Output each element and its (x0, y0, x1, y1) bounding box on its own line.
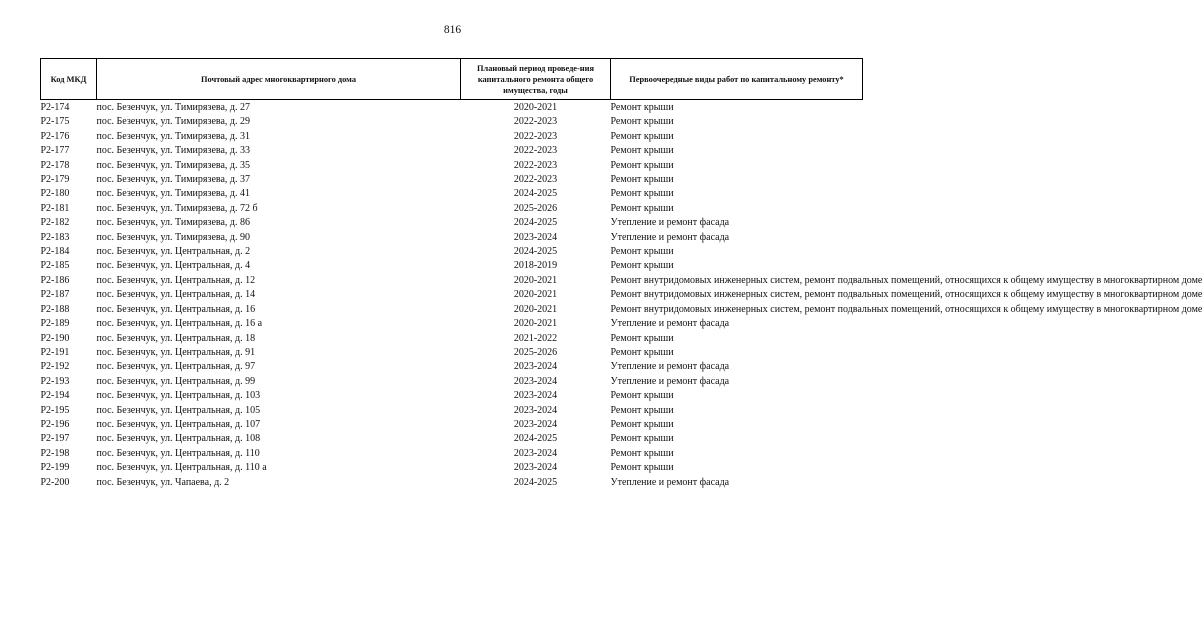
row-code: Р2-192 (40, 361, 70, 373)
row-address: пос. Безенчук, ул. Центральная, д. 16 (96, 303, 256, 315)
row-works: Утепление и ремонт фасада (610, 318, 730, 330)
row-works: Ремонт внутридомовых инженерных систем, ремонт подвальных помещений, относящихся к общему имуществу в многоквартирном доме (610, 303, 1202, 315)
row-address: пос. Безенчук, ул. Центральная, д. 2 (96, 246, 251, 258)
row-code: Р2-188 (40, 303, 70, 315)
header-address: Почтовый адрес многоквартирного дома (97, 59, 461, 100)
table-row (41, 287, 863, 301)
header-period: Плановый период проведе-ния капитального ремонта общего имущества, годы (461, 59, 611, 100)
table-row (41, 230, 863, 244)
row-address: пос. Безенчук, ул. Центральная, д. 16 а (96, 318, 263, 330)
row-period: 2020-2021 (513, 289, 558, 301)
table-row (41, 417, 863, 431)
row-period: 2022-2023 (513, 130, 558, 142)
row-address: пос. Безенчук, ул. Тимирязева, д. 41 (96, 188, 251, 200)
table-row (41, 100, 863, 115)
row-works: Ремонт внутридомовых инженерных систем, ремонт подвальных помещений, относящихся к общему имуществу в многоквартирном доме (610, 289, 1202, 301)
row-period: 2023-2024 (513, 447, 558, 459)
table-row (41, 403, 863, 417)
table-row (41, 273, 863, 287)
row-works: Ремонт крыши (610, 174, 674, 186)
row-works: Ремонт крыши (610, 332, 674, 344)
row-period: 2024-2025 (513, 246, 558, 258)
row-code: Р2-181 (40, 202, 70, 214)
row-code: Р2-182 (40, 217, 70, 229)
row-address: пос. Безенчук, ул. Центральная, д. 18 (96, 332, 256, 344)
page-number: 816 (443, 24, 462, 36)
row-period: 2023-2024 (513, 404, 558, 416)
table-row (41, 129, 863, 143)
row-period: 2024-2025 (513, 188, 558, 200)
row-address: пос. Безенчук, ул. Центральная, д. 105 (96, 404, 261, 416)
row-address: пос. Безенчук, ул. Центральная, д. 99 (96, 375, 256, 387)
row-address: пос. Безенчук, ул. Тимирязева, д. 90 (96, 231, 251, 243)
row-period: 2018-2019 (513, 260, 558, 272)
row-address: пос. Безенчук, ул. Центральная, д. 97 (96, 361, 256, 373)
table-body (40, 100, 1202, 489)
row-address: пос. Безенчук, ул. Тимирязева, д. 72 б (96, 202, 258, 214)
row-period: 2024-2025 (513, 476, 558, 488)
row-period: 2025-2026 (513, 202, 558, 214)
row-works: Ремонт крыши (610, 390, 674, 402)
row-works: Ремонт крыши (610, 346, 674, 358)
table-row (41, 345, 863, 359)
table-row (41, 388, 863, 402)
table-row (41, 359, 863, 373)
row-code: Р2-186 (40, 274, 70, 286)
row-works: Утепление и ремонт фасада (610, 361, 730, 373)
row-period: 2023-2024 (513, 375, 558, 387)
row-period: 2023-2024 (513, 462, 558, 474)
row-works: Ремонт крыши (610, 188, 674, 200)
row-works: Ремонт крыши (610, 130, 674, 142)
row-works: Ремонт крыши (610, 159, 674, 171)
row-address: пос. Безенчук, ул. Центральная, д. 108 (96, 433, 261, 445)
row-address: пос. Безенчук, ул. Тимирязева, д. 86 (96, 217, 251, 229)
row-works: Утепление и ремонт фасада (610, 476, 730, 488)
row-period: 2023-2024 (513, 418, 558, 430)
row-period: 2022-2023 (513, 145, 558, 157)
row-works: Ремонт крыши (610, 246, 674, 258)
row-code: Р2-198 (40, 447, 70, 459)
row-code: Р2-178 (40, 159, 70, 171)
row-period: 2022-2023 (513, 159, 558, 171)
table-row (41, 374, 863, 388)
header-works: Первоочередные виды работ по капитальному ремонту* (611, 59, 863, 100)
row-works: Ремонт крыши (610, 433, 674, 445)
row-address: пос. Безенчук, ул. Тимирязева, д. 33 (96, 145, 251, 157)
row-works: Ремонт крыши (610, 102, 674, 113)
row-period: 2023-2024 (513, 231, 558, 243)
row-code: Р2-177 (40, 145, 70, 157)
row-code: Р2-176 (40, 130, 70, 142)
row-period: 2024-2025 (513, 217, 558, 229)
table-row (41, 158, 863, 172)
row-address: пос. Безенчук, ул. Центральная, д. 103 (96, 390, 261, 402)
row-code: Р2-191 (40, 346, 70, 358)
row-code: Р2-174 (40, 102, 70, 113)
row-period: 2024-2025 (513, 433, 558, 445)
row-period: 2022-2023 (513, 174, 558, 186)
row-address: пос. Безенчук, ул. Центральная, д. 110 а (96, 462, 267, 474)
row-period: 2023-2024 (513, 390, 558, 402)
row-address: пос. Безенчук, ул. Центральная, д. 14 (96, 289, 256, 301)
table-row (41, 431, 863, 445)
row-period: 2020-2021 (513, 102, 558, 113)
row-works: Ремонт крыши (610, 404, 674, 416)
table-row (41, 244, 863, 258)
table-header (41, 59, 863, 100)
table-row (41, 302, 863, 316)
row-code: Р2-194 (40, 390, 70, 402)
row-works: Ремонт крыши (610, 116, 674, 128)
row-period: 2020-2021 (513, 318, 558, 330)
row-period: 2025-2026 (513, 346, 558, 358)
row-code: Р2-193 (40, 375, 70, 387)
row-works: Ремонт крыши (610, 418, 674, 430)
table-row (41, 186, 863, 200)
row-period: 2020-2021 (513, 303, 558, 315)
row-address: пос. Безенчук, ул. Тимирязева, д. 31 (96, 130, 251, 142)
row-works: Утепление и ремонт фасада (610, 217, 730, 229)
row-address: пос. Безенчук, ул. Центральная, д. 110 (96, 447, 260, 459)
row-works: Ремонт крыши (610, 145, 674, 157)
row-code: Р2-199 (40, 462, 70, 474)
row-period: 2023-2024 (513, 361, 558, 373)
table-row (41, 258, 863, 272)
row-code: Р2-190 (40, 332, 70, 344)
row-address: пос. Безенчук, ул. Тимирязева, д. 35 (96, 159, 251, 171)
row-address: пос. Безенчук, ул. Чапаева, д. 2 (96, 476, 230, 488)
table-row (41, 114, 863, 128)
housing-registry-table (40, 58, 1202, 489)
row-code: Р2-196 (40, 418, 70, 430)
table-row (41, 446, 863, 460)
row-works: Ремонт крыши (610, 202, 674, 214)
row-address: пос. Безенчук, ул. Центральная, д. 12 (96, 274, 256, 286)
row-works: Утепление и ремонт фасада (610, 231, 730, 243)
table-row (41, 201, 863, 215)
row-period: 2021-2022 (513, 332, 558, 344)
row-works: Ремонт внутридомовых инженерных систем, ремонт подвальных помещений, относящихся к общему имуществу в многоквартирном доме (610, 274, 1202, 286)
row-code: Р2-180 (40, 188, 70, 200)
row-code: Р2-197 (40, 433, 70, 445)
row-code: Р2-189 (40, 318, 70, 330)
row-period: 2020-2021 (513, 274, 558, 286)
row-works: Ремонт крыши (610, 447, 674, 459)
row-address: пос. Безенчук, ул. Центральная, д. 107 (96, 418, 261, 430)
table-row (41, 215, 863, 229)
row-works: Утепление и ремонт фасада (610, 375, 730, 387)
row-address: пос. Безенчук, ул. Тимирязева, д. 29 (96, 116, 251, 128)
row-code: Р2-175 (40, 116, 70, 128)
row-address: пос. Безенчук, ул. Тимирязева, д. 37 (96, 174, 251, 186)
row-address: пос. Безенчук, ул. Центральная, д. 91 (96, 346, 256, 358)
header-code: Код МКД (41, 59, 97, 100)
row-address: пос. Безенчук, ул. Тимирязева, д. 27 (96, 102, 251, 113)
row-code: Р2-195 (40, 404, 70, 416)
row-code: Р2-184 (40, 246, 70, 258)
row-code: Р2-187 (40, 289, 70, 301)
row-code: Р2-183 (40, 231, 70, 243)
row-code: Р2-185 (40, 260, 70, 272)
row-code: Р2-179 (40, 174, 70, 186)
header-row (41, 59, 863, 100)
row-works: Ремонт крыши (610, 260, 674, 272)
table-row (41, 331, 863, 345)
row-address: пос. Безенчук, ул. Центральная, д. 4 (96, 260, 251, 272)
table-row (41, 143, 863, 157)
table-row (41, 316, 863, 330)
table-row (41, 172, 863, 186)
row-works: Ремонт крыши (610, 462, 674, 474)
row-period: 2022-2023 (513, 116, 558, 128)
row-code: Р2-200 (40, 476, 70, 488)
table-row (41, 475, 863, 489)
table-row (41, 460, 863, 474)
